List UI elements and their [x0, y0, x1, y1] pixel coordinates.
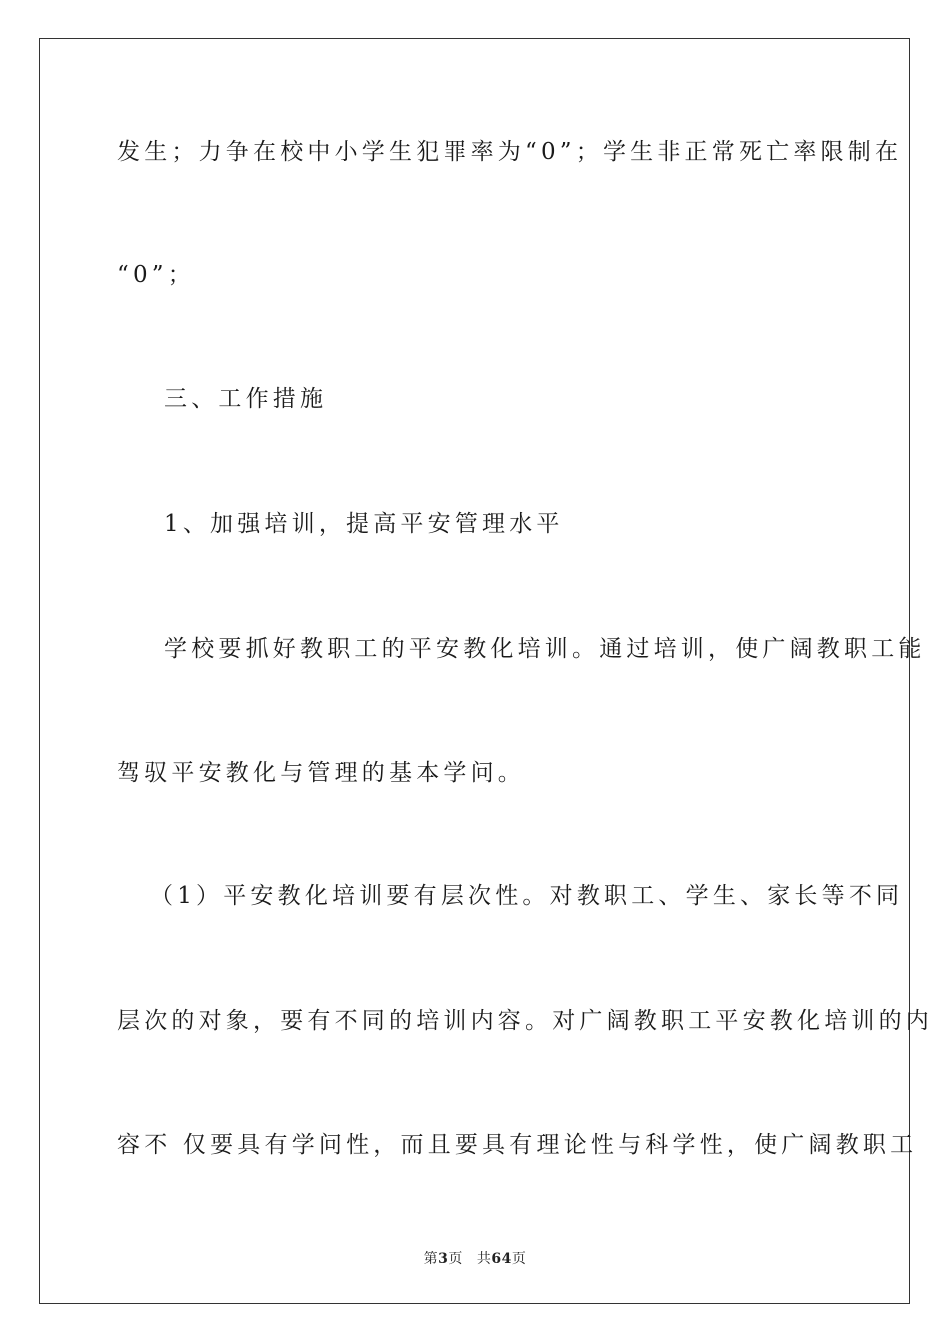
body-line-6: 驾驭平安教化与管理的基本学问。: [117, 760, 525, 786]
total-pages: 64: [491, 1251, 512, 1267]
body-line-2: “0”；: [117, 262, 195, 288]
page-number: 3: [438, 1251, 449, 1267]
body-line-5: 学校要抓好教职工的平安教化培训。通过培训，使广阔教职工能: [164, 636, 926, 662]
subsection-heading: 1、加强培训，提高平安管理水平: [164, 511, 564, 537]
body-line-1: 发生；力争在校中小学生犯罪率为“0”；学生非正常死亡率限制在: [117, 139, 903, 165]
total-suffix: 页: [511, 1251, 527, 1267]
page-prefix: 第: [423, 1251, 439, 1267]
body-line-9: 容不 仅要具有学问性，而且要具有理论性与科学性，使广阔教职工: [117, 1132, 918, 1158]
page-border: [39, 38, 910, 1304]
section-heading: 三、工作措施: [164, 386, 328, 412]
body-line-8: 层次的对象，要有不同的培训内容。对广阔教职工平安教化培训的内: [117, 1008, 933, 1034]
page-suffix: 页: [448, 1251, 463, 1267]
total-prefix: 共: [476, 1251, 492, 1267]
body-line-7: （1）平安教化培训要有层次性。对教职工、学生、家长等不同: [150, 883, 904, 909]
page-footer: [0, 1248, 950, 1268]
